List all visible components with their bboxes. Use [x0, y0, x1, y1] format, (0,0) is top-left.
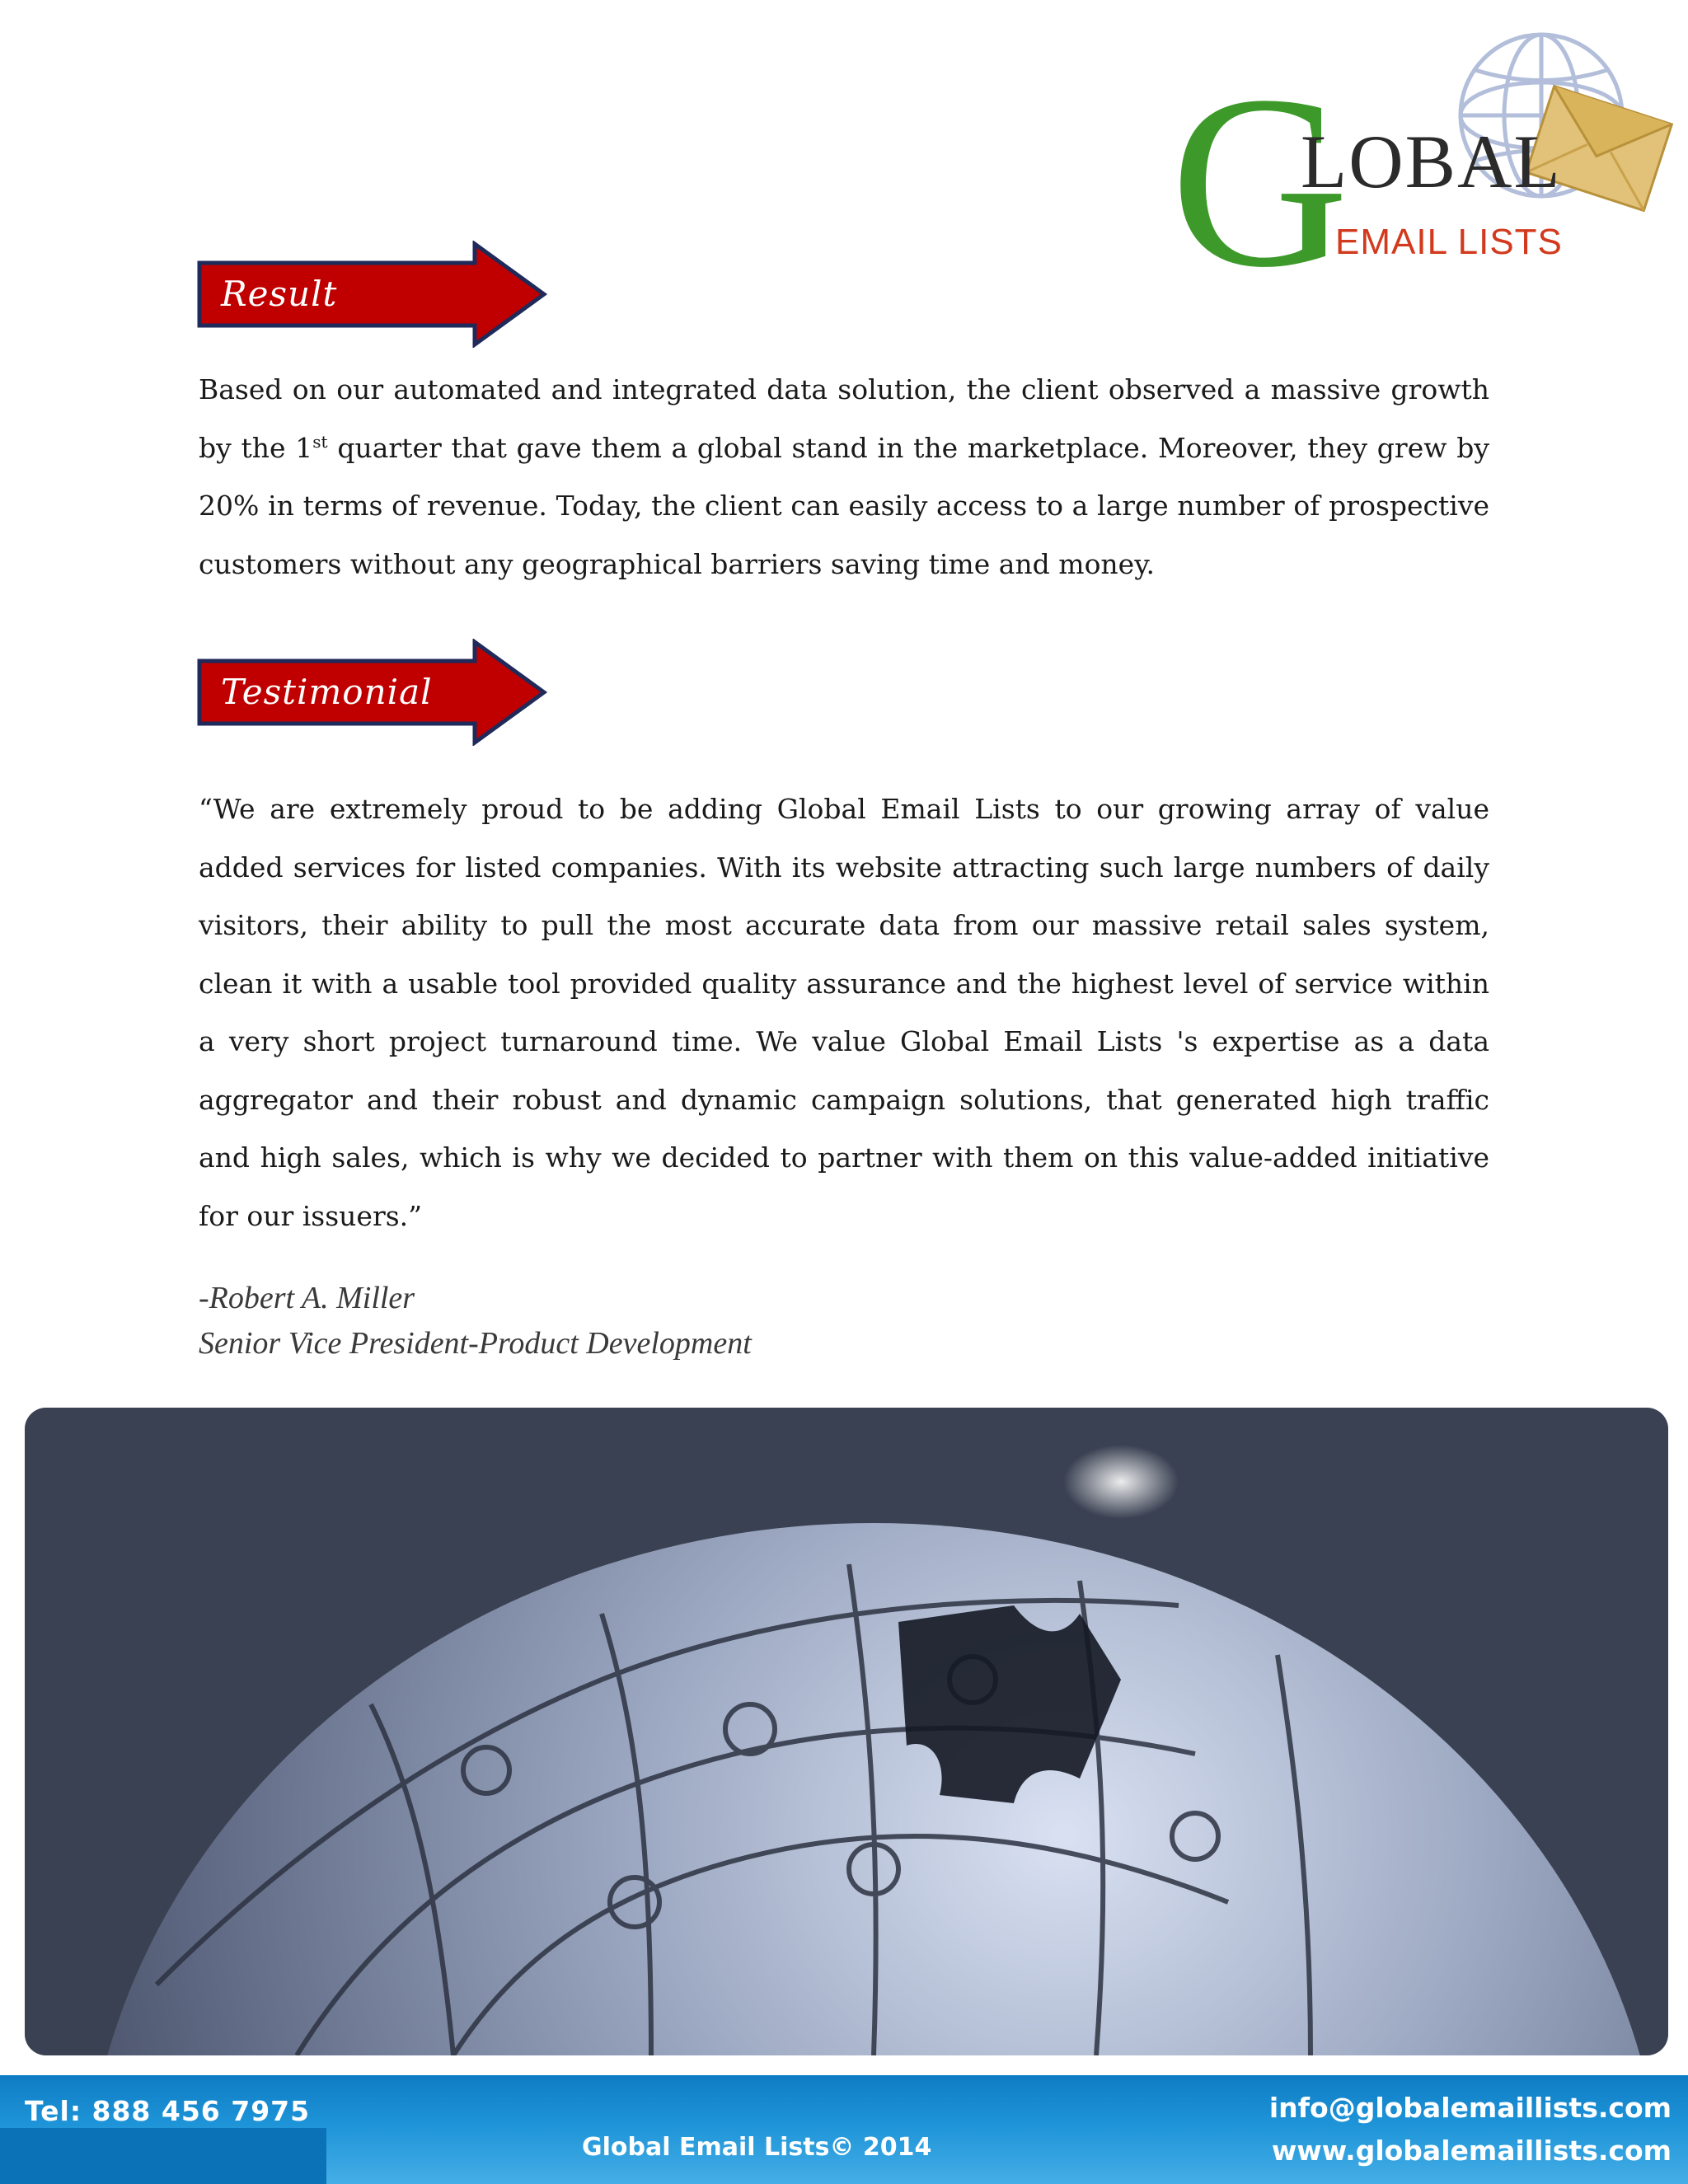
logo-initial: G: [1170, 45, 1341, 318]
testimonial-heading-arrow: [196, 639, 547, 746]
result-heading-arrow: [196, 241, 547, 348]
footer-bar: [0, 2075, 1688, 2184]
footer-phone[interactable]: Tel: 888 456 7975: [25, 2095, 311, 2127]
footer-email-link[interactable]: info@globalemaillists.com: [1268, 2092, 1672, 2124]
result-superscript: st: [312, 431, 328, 452]
puzzle-globe-illustration: [25, 1408, 1668, 2055]
result-text-part1: Based on our automated and integrated data solution, the client observed a massive growth by the 1: [199, 373, 1489, 464]
company-logo: [1162, 25, 1673, 318]
result-heading: Result: [221, 274, 338, 314]
result-paragraph: [199, 361, 1489, 593]
testimonial-author-title: Senior Vice President-Product Development: [199, 1326, 752, 1361]
testimonial-heading: Testimonial: [221, 672, 433, 712]
testimonial-signature: [199, 1276, 752, 1366]
footer-left-block: [0, 2128, 326, 2184]
footer-website-link[interactable]: www.globalemaillists.com: [1271, 2135, 1672, 2167]
puzzle-globe-image: [25, 1408, 1668, 2055]
footer-copyright: Global Email Lists© 2014: [582, 2133, 932, 2162]
logo-word: LOBAL: [1301, 120, 1562, 204]
result-text-part2: quarter that gave them a global stand in the marketplace. Moreover, they grew by 20% in terms of revenue. Today, the client can easily access to a large number of prospective customers without any geographical barriers saving time and money.: [199, 431, 1489, 580]
logo-subtitle: EMAIL LISTS: [1335, 222, 1563, 262]
testimonial-author: -Robert A. Miller: [199, 1281, 415, 1315]
testimonial-quote: “We are extremely proud to be adding Global Email Lists to our growing array of value added services for listed companies. With its website attracting such large numbers of daily visitors, their ability to pull the most accurate data from our massive retail sales system, clean it with a usable tool provided quality assurance and the highest level of service within a very short project turnaround time. We value Global Email Lists 's expertise as a data aggregator and their robust and dynamic campaign solutions, that generated high traffic and high sales, which is why we decided to partner with them on this value-added initiative for our issuers.”: [199, 793, 1489, 1232]
